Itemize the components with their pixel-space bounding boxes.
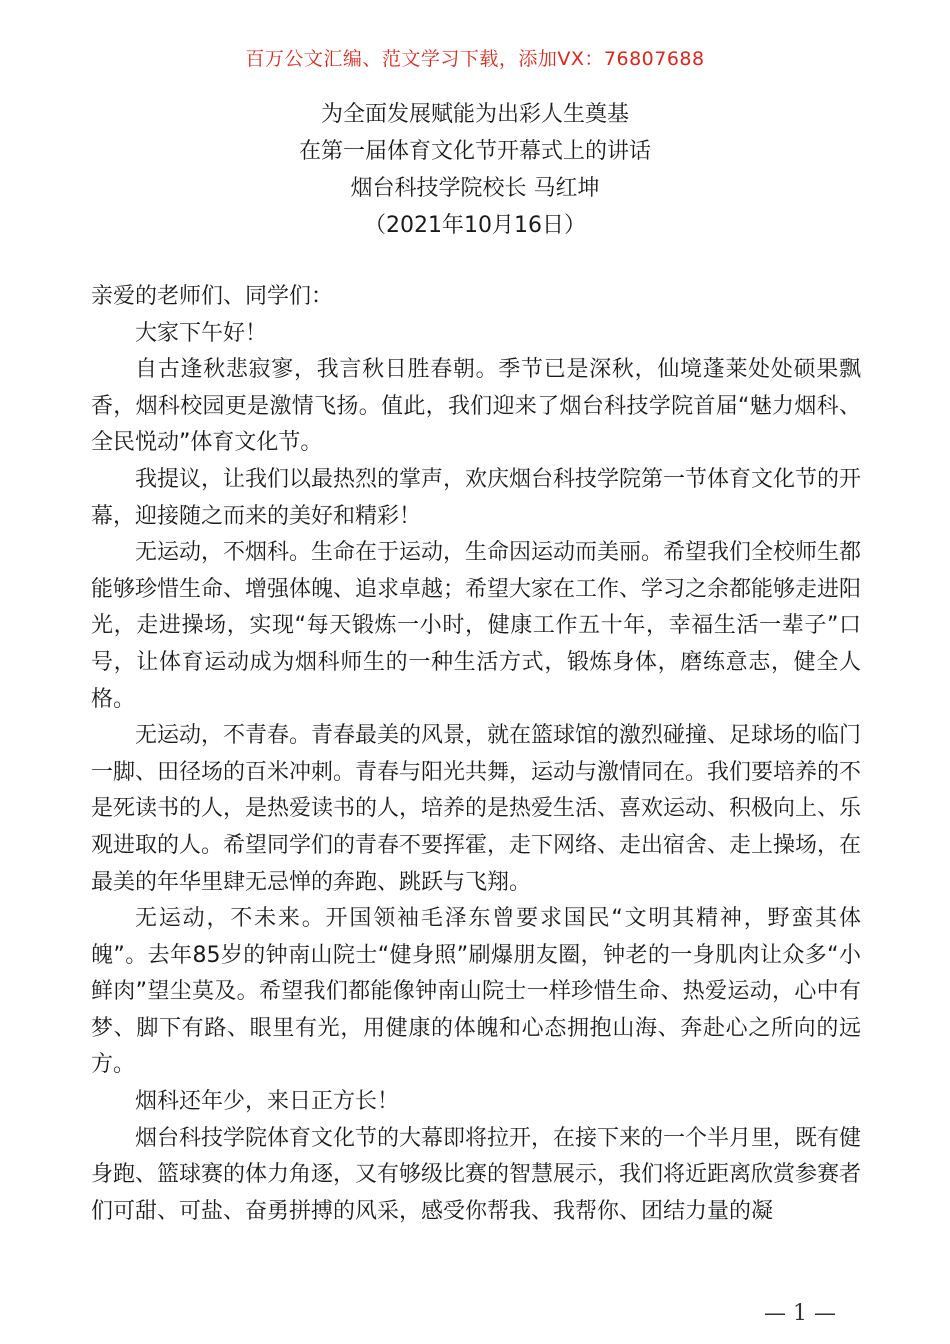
title-line-1: 为全面发展赋能为出彩人生奠基 (320, 102, 629, 127)
speech-body (91, 279, 861, 1230)
paragraph: 无运动，不青春。青春最美的风景，就在篮球馆的激烈碰撞、足球场的临门一脚、田径场的百米冲刺。青春与阳光共舞，运动与激情同在。我们要培养的不是死读书的人，是热爱读书的人，培养的是热爱生活、喜欢运动、积极向上、乐观进取的人。希望同学们的青春不要挥霍，走下网络、走出宿舍、走上操场，在最美的年华里肆无忌惮的奔跑、跳跃与飞翔。 (91, 723, 862, 895)
title-line-2: 在第一届体育文化节开幕式上的讲话 (298, 139, 651, 164)
paragraph: 烟科还年少，来日正方长！ (135, 1089, 400, 1115)
paragraph: 我提议，让我们以最热烈的掌声，欢庆烟台科技学院第一节体育文化节的开幕，迎接随之而来的美好和精彩！ (91, 466, 862, 529)
title-date: （2021年10月16日） (364, 213, 586, 238)
title-block (0, 96, 950, 244)
paragraph: 大家下午好！ (135, 320, 268, 346)
salutation: 亲爱的老师们、同学们： (91, 284, 334, 309)
paragraph: 无运动，不未来。开国领袖毛泽东曾要求国民“文明其精神，野蛮其体魄”。去年85岁的钟南山院士“健身照”刷爆朋友圈，钟老的一身肌肉让众多“小鲜肉”望尘莫及。希望我们都能像钟南山院士一样珍惜生命、热爱运动，心中有梦、脚下有路、眼里有光，用健康的体魄和心态拥抱山海、奔赴心之所向的远方。 (91, 906, 861, 1078)
paragraph: 自古逢秋悲寂寥，我言秋日胜春朝。季节已是深秋，仙境蓬莱处处硕果飘香，烟科校园更是激情飞扬。值此，我们迎来了烟台科技学院首届“魅力烟科、全民悦动”体育文化节。 (91, 357, 861, 456)
page-number: — 1 — (764, 1301, 836, 1326)
watermark-header: 百万公文汇编、范文学习下载，添加VX：76807688 (245, 48, 705, 70)
paragraph: 无运动，不烟科。生命在于运动，生命因运动而美丽。希望我们全校师生都能够珍惜生命、增强体魄、追求卓越；希望大家在工作、学习之余都能够走进阳光，走进操场，实现“每天锻炼一小时，健康工作五十年，幸福生活一辈子”口号，让体育运动成为烟科师生的一种生活方式，锻炼身体，磨练意志，健全人格。 (91, 540, 862, 712)
title-line-3: 烟台科技学院校长 马红坤 (350, 176, 600, 201)
paragraph: 烟台科技学院体育文化节的大幕即将拉开，在接下来的一个半月里，既有健身跑、篮球赛的体力角逐，又有够级比赛的智慧展示，我们将近距离欣赏参赛者们可甜、可盐、奋勇拼搏的风采，感受你帮我、我帮你、团结力量的凝 (91, 1125, 862, 1224)
